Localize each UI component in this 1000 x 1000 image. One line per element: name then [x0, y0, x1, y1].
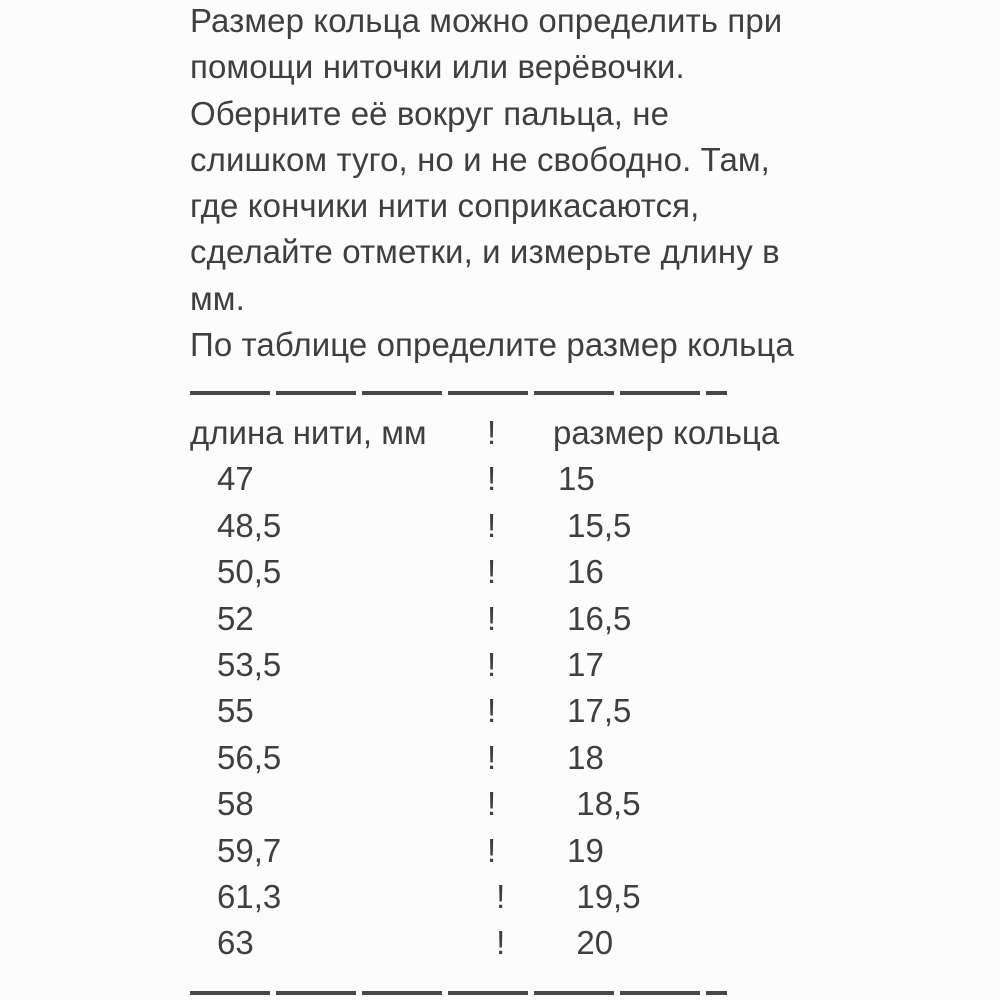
- table-bottom-divider: [190, 991, 727, 995]
- length-cell: 50,5: [217, 553, 282, 591]
- table-row: [190, 642, 813, 688]
- separator-cell: !: [487, 738, 497, 776]
- separator-cell: !: [487, 506, 497, 544]
- table-row: [190, 456, 813, 502]
- table-header-row: [190, 410, 813, 456]
- length-cell: 58: [217, 785, 254, 823]
- length-cell: 63: [217, 924, 254, 962]
- ring-size-table: [190, 410, 813, 967]
- header-size-label: размер кольца: [553, 414, 780, 451]
- size-cell: 16: [558, 553, 604, 591]
- length-cell: 56,5: [217, 738, 282, 776]
- table-row: [190, 549, 813, 595]
- separator-cell: !: [487, 460, 497, 498]
- separator-cell: !: [487, 646, 497, 684]
- header-length-label: длина нити, мм: [190, 414, 427, 451]
- length-cell: 52: [217, 599, 254, 637]
- separator-cell: !: [487, 599, 497, 637]
- size-cell: 15,5: [558, 506, 632, 544]
- length-cell: 47: [217, 460, 254, 498]
- table-row: [190, 688, 813, 734]
- table-row: [190, 503, 813, 549]
- length-cell: 48,5: [217, 506, 282, 544]
- size-cell: 20: [558, 924, 614, 962]
- separator-cell: !: [487, 553, 497, 591]
- intro-line: слишком туго, но и не свободно. Там,: [190, 140, 770, 178]
- table-top-divider: [190, 391, 727, 395]
- size-cell: 19: [558, 831, 604, 869]
- intro-line: Оберните её вокруг пальца, не: [190, 94, 670, 132]
- separator-cell: !: [487, 924, 506, 962]
- size-cell: 17,5: [558, 692, 632, 730]
- size-cell: 19,5: [558, 878, 641, 916]
- table-row: [190, 828, 813, 874]
- intro-line: мм.: [190, 279, 245, 317]
- size-cell: 17: [558, 646, 604, 684]
- separator-cell: !: [487, 831, 497, 869]
- size-cell: 18,5: [558, 785, 641, 823]
- intro-line: помощи ниточки или верёвочки.: [190, 48, 685, 86]
- intro-line: сделайте отметки, и измерьте длину в: [190, 233, 780, 271]
- table-row: [190, 596, 813, 642]
- size-cell: 15: [558, 460, 595, 498]
- separator-cell: !: [487, 692, 497, 730]
- intro-line: где кончики нити соприкасаются,: [190, 187, 700, 225]
- intro-line: По таблице определите размер кольца: [190, 326, 794, 364]
- separator-cell: !: [487, 878, 506, 916]
- table-row: [190, 781, 813, 827]
- length-cell: 53,5: [217, 646, 282, 684]
- intro-line: Размер кольца можно определить при: [190, 2, 783, 39]
- length-cell: 59,7: [217, 831, 282, 869]
- table-row: [190, 874, 813, 920]
- table-body: [190, 456, 813, 966]
- table-row: [190, 735, 813, 781]
- intro-text: [190, 0, 794, 368]
- separator-cell: !: [487, 785, 497, 823]
- length-cell: 55: [217, 692, 254, 730]
- size-cell: 18: [558, 738, 604, 776]
- size-cell: 16,5: [558, 599, 632, 637]
- length-cell: 61,3: [217, 878, 282, 916]
- table-row: [190, 920, 813, 966]
- header-separator: !: [487, 414, 497, 451]
